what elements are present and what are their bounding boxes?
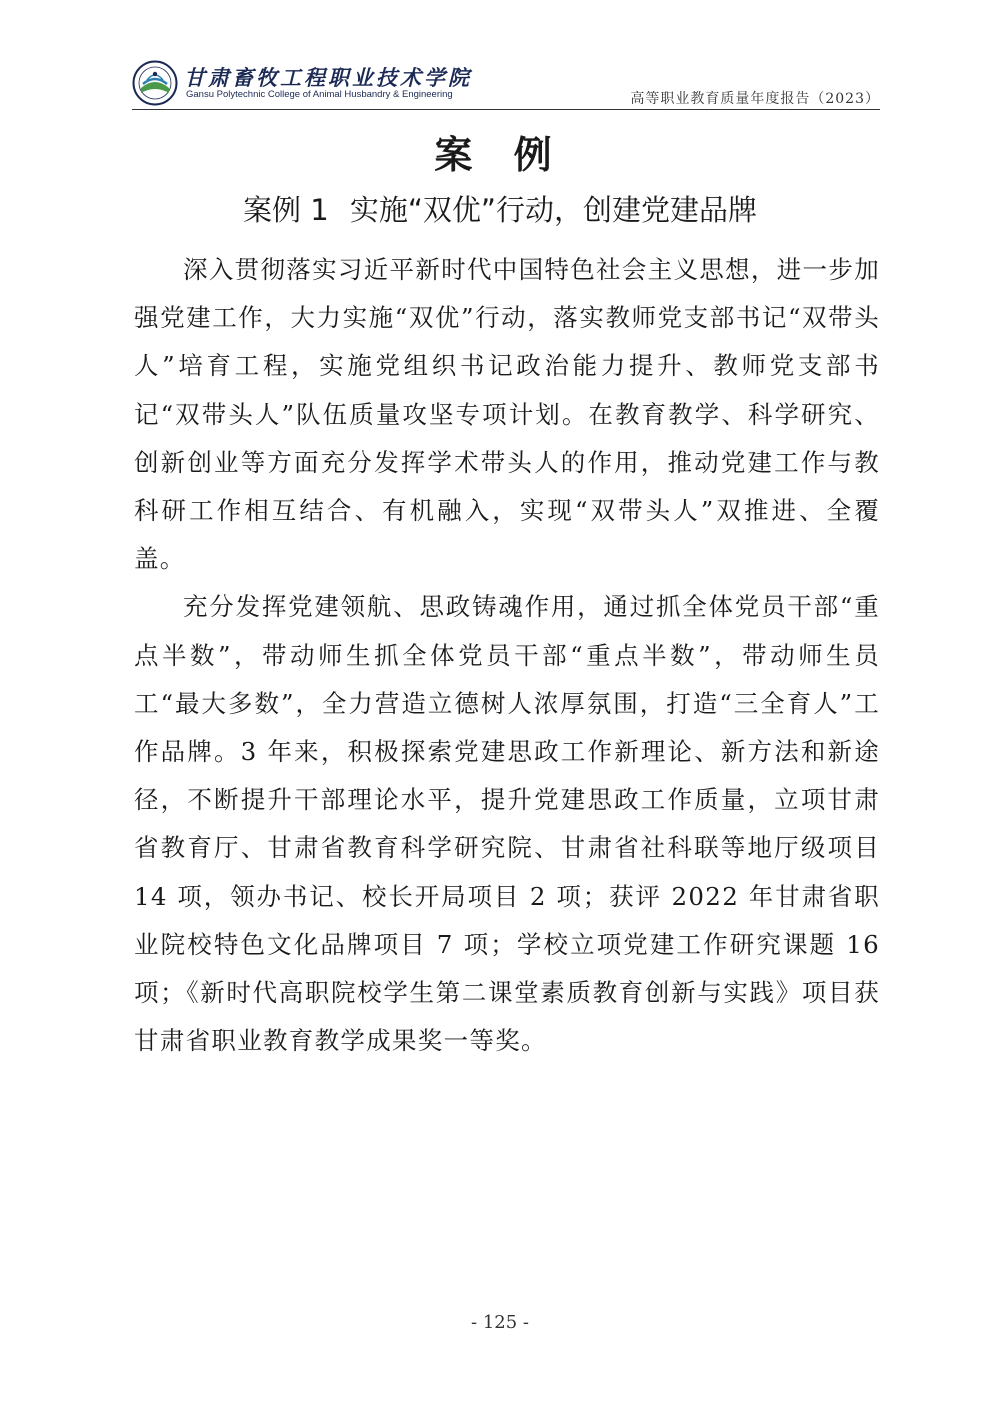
school-name-cn: 甘肃畜牧工程职业技术学院 (184, 66, 472, 90)
paragraph-1: 深入贯彻落实习近平新时代中国特色社会主义思想，进一步加强党建工作，大力实施“双优”行动，落实教师党支部书记“双带头人”培育工程，实施党组织书记政治能力提升、教师党支部书记“双带头人”队伍质量攻坚专项计划。在教育教学、科学研究、创新创业等方面充分发挥学术带头人的作用，推动党建工作与教科研工作相互结合、有机融入，实现“双带头人”双推进、全覆盖。 (134, 255, 880, 574)
body-text (134, 246, 880, 1065)
page-header (132, 58, 880, 110)
school-name-en: Gansu Polytechnic College of Animal Husbandry & Engineering (186, 89, 453, 100)
section-title: 案 例 (434, 133, 566, 177)
page-number: - 125 - (471, 1312, 529, 1333)
case-label: 案例 1 (243, 193, 329, 227)
case-title: 实施“双优”行动，创建党建品牌 (349, 193, 757, 227)
report-title: 高等职业教育质量年度报告（2023） (630, 91, 880, 107)
header-divider (132, 109, 880, 110)
case-heading (0, 188, 1000, 229)
school-emblem-icon (132, 60, 178, 106)
paragraph-2: 充分发挥党建领航、思政铸魂作用，通过抓全体党员干部“重点半数”，带动师生抓全体党员干部“重点半数”，带动师生员工“最大多数”，全力营造立德树人浓厚氛围，打造“三全育人”工作品牌。3 年来，积极探索党建思政工作新理论、新方法和新途径，不断提升干部理论水平，提升党建思政工作质量，立项甘肃省教育厅、甘肃省教育科学研究院、甘肃省社科联等地厅级项目 14 项，领办书记、校长开局项目 2 项；获评 2022 年甘肃省职业院校特色文化品牌项目 7 项；学校立项党建工作研究课题 16 项；《新时代高职院校学生第二课堂素质教育创新与实践》项目获甘肃省职业教育教学成果奖一等奖。 (134, 592, 880, 1056)
